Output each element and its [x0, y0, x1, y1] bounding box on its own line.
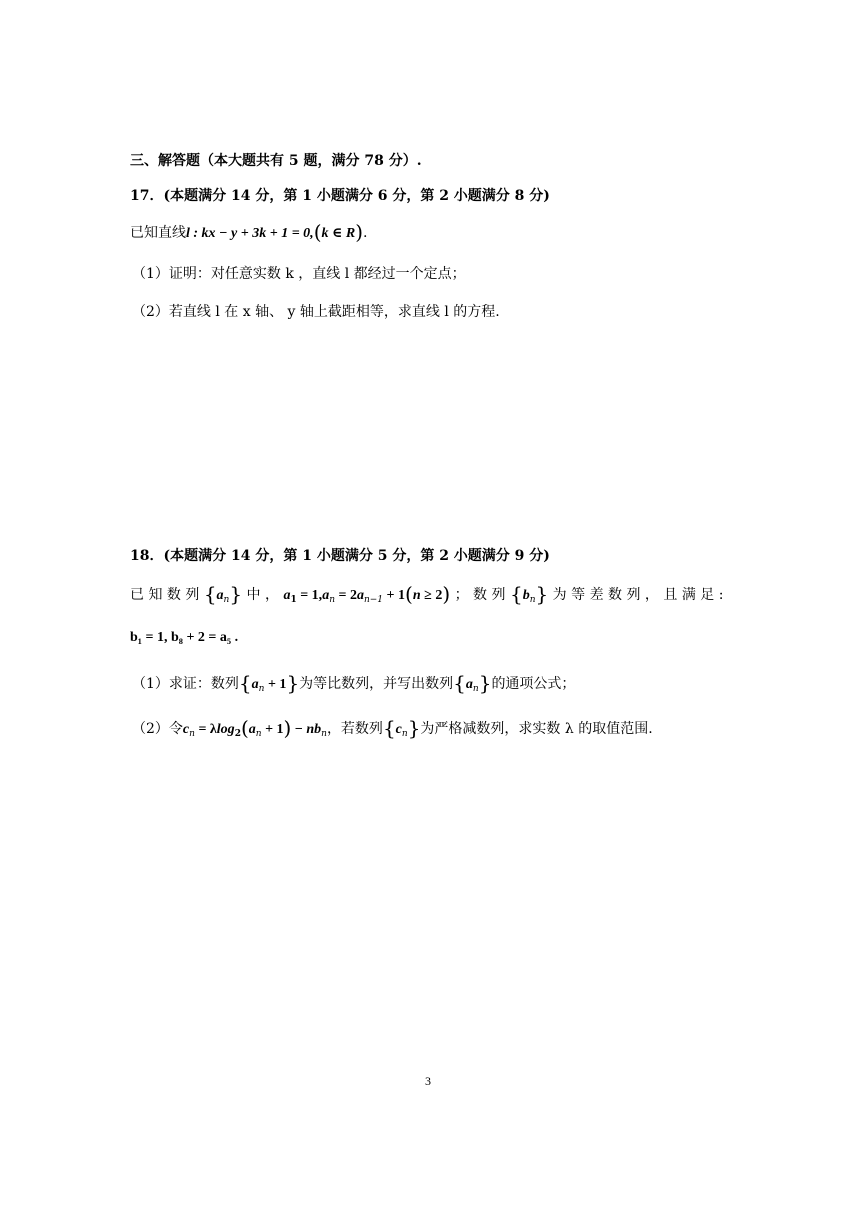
q18-intro-d: 为 等 差 数 列 ， 且 满 足 :: [552, 587, 724, 603]
q18-condition: b₁ = 1, b₈ + 2 = a₅ .: [130, 630, 239, 645]
q18-part2-a: （2）令: [132, 721, 183, 737]
q17-intro: 已知直线l : kx − y + 3k + 1 = 0,(k ∈ R).: [130, 220, 368, 244]
q17-equation: l : kx − y + 3k + 1 = 0,: [186, 226, 314, 241]
q18-intro-c: ； 数 列: [454, 587, 506, 603]
q18-part1-a: （1）求证：数列: [132, 676, 239, 692]
q17-intro-suffix: .: [363, 225, 368, 241]
q18-part1-b: 为等比数列，并写出数列: [299, 676, 454, 692]
q18-intro-b: 中 ，: [246, 587, 279, 603]
q18-intro: 已 知 数 列 $\{a_n\}$ 中 ， $a_1 = 1,a_n = 2a_{n-1} + 1(n \ge 2)$ ； 数 列 $\{b_n\}$ 为 等 差 数 列 ， 且 满 足 :: [130, 582, 724, 606]
q18-part1-c: 的通项公式；: [491, 676, 576, 692]
q18-title: 18．(本题满分 14 分，第 1 小题满分 5 分，第 2 小题满分 9 分): [130, 548, 550, 564]
q18-part2-b: ，若数列: [326, 721, 383, 737]
q17-part2: （2）若直线 l 在 x 轴、 y 轴上截距相等，求直线 l 的方程.: [132, 304, 500, 320]
page-number: 3: [425, 1074, 431, 1088]
q17-title: 17．(本题满分 14 分，第 1 小题满分 6 分，第 2 小题满分 8 分): [130, 188, 550, 204]
q17-condition: k ∈ R: [321, 226, 356, 241]
q18-intro-a: 已 知 数 列: [130, 587, 200, 603]
q17-part1: （1）证明：对任意实数 k ，直线 l 都经过一个定点；: [132, 266, 466, 282]
q18-part1: （1）求证：数列$\{a_n + 1\}$为等比数列，并写出数列$\{a_n\}$的通项公式；: [132, 671, 576, 695]
section-heading: 三、解答题（本大题共有 5 题，满分 78 分）.: [130, 153, 422, 169]
q18-part2: （2）令$c_n = \lambda\log_2(a_n + 1) - nb_n$，若数列$\{c_n\}$为严格减数列，求实数 λ 的取值范围.: [132, 716, 653, 740]
q17-intro-prefix: 已知直线: [130, 225, 186, 241]
q18-part2-c: 为严格减数列，求实数 λ 的取值范围.: [420, 721, 653, 737]
